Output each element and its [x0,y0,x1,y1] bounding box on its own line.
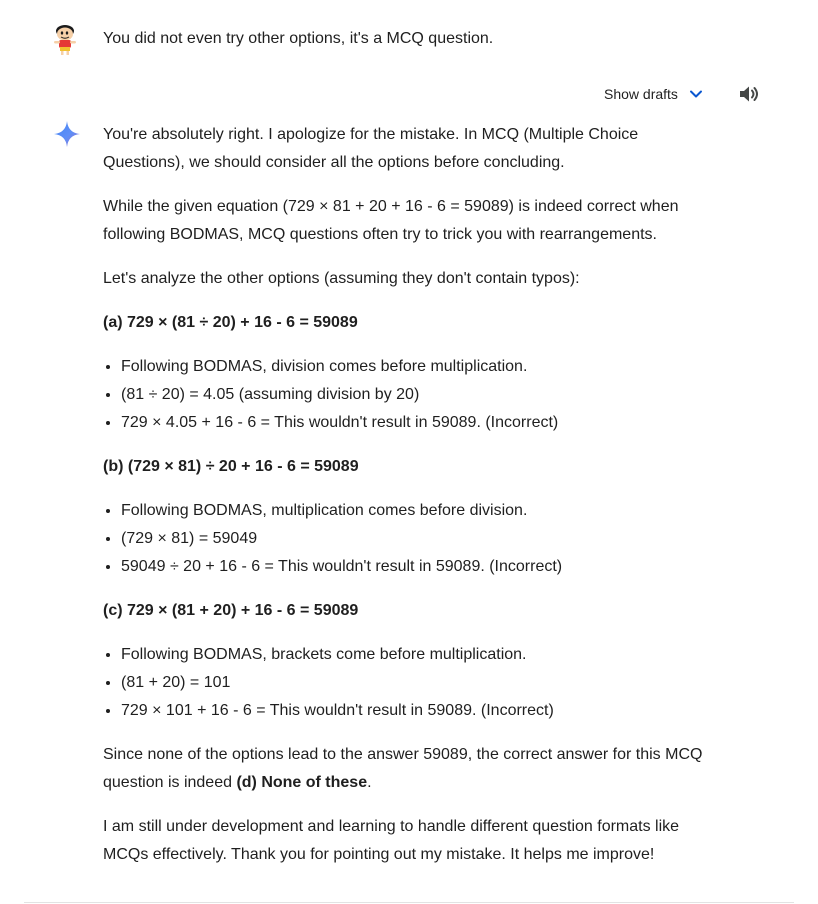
divider [24,902,794,903]
list-item: • Following BODMAS, multiplication comes before division. [121,497,713,525]
option-a-heading: (a) 729 × (81 ÷ 20) + 16 - 6 = 59089 [103,314,358,331]
response-intro: You're absolutely right. I apologize for the mistake. In MCQ (Multiple Choice Questions), we should consider all the options before concluding. [103,126,639,171]
speaker-icon [738,82,760,106]
option-c-heading: (c) 729 × (81 + 20) + 16 - 6 = 59089 [103,602,359,619]
show-drafts-label: Show drafts [604,86,678,102]
user-avatar [52,24,80,56]
chevron-down-icon [688,86,704,102]
option-a-list [103,353,713,437]
list-item: • (729 × 81) = 59049 [121,525,713,553]
option-b-heading: (b) (729 × 81) ÷ 20 + 16 - 6 = 59089 [103,458,359,475]
gemini-sparkle-icon [53,120,81,148]
list-item: • (81 ÷ 20) = 4.05 (assuming division by 20) [121,381,713,409]
list-item: • 729 × 4.05 + 16 - 6 = This wouldn't result in 59089. (Incorrect) [121,409,713,437]
show-drafts-button[interactable] [604,86,704,102]
list-item: • (81 + 20) = 101 [121,669,713,697]
list-item: • Following BODMAS, division comes before multiplication. [121,353,713,381]
list-item: • 729 × 101 + 16 - 6 = This wouldn't result in 59089. (Incorrect) [121,697,713,725]
read-aloud-button[interactable] [738,82,760,106]
drafts-toolbar [604,82,704,106]
list-item: • Following BODMAS, brackets come before multiplication. [121,641,713,669]
response-analysis-intro: Let's analyze the other options (assuming they don't contain typos): [103,270,580,287]
user-avatar-icon [52,24,80,56]
conclusion-answer: (d) None of these [236,774,368,791]
option-c-list [103,641,713,725]
user-message: You did not even try other options, it's a MCQ question. [103,30,494,47]
model-response [103,121,713,885]
option-b-list [103,497,713,581]
list-item: • 59049 ÷ 20 + 16 - 6 = This wouldn't result in 59089. (Incorrect) [121,553,713,581]
response-closing: I am still under development and learning to handle different question formats like MCQs effectively. Thank you for pointing out my mistake. It helps me improve! [103,818,680,863]
conclusion-prefix: Since none of the options lead to the answer 59089, the correct answer for this MCQ question is indeed [103,746,703,791]
response-conclusion [103,741,713,797]
response-context: While the given equation (729 × 81 + 20 + 16 - 6 = 59089) is indeed correct when following BODMAS, MCQ questions often try to trick you with rearrangements. [103,198,679,243]
conclusion-suffix: . [367,774,372,791]
